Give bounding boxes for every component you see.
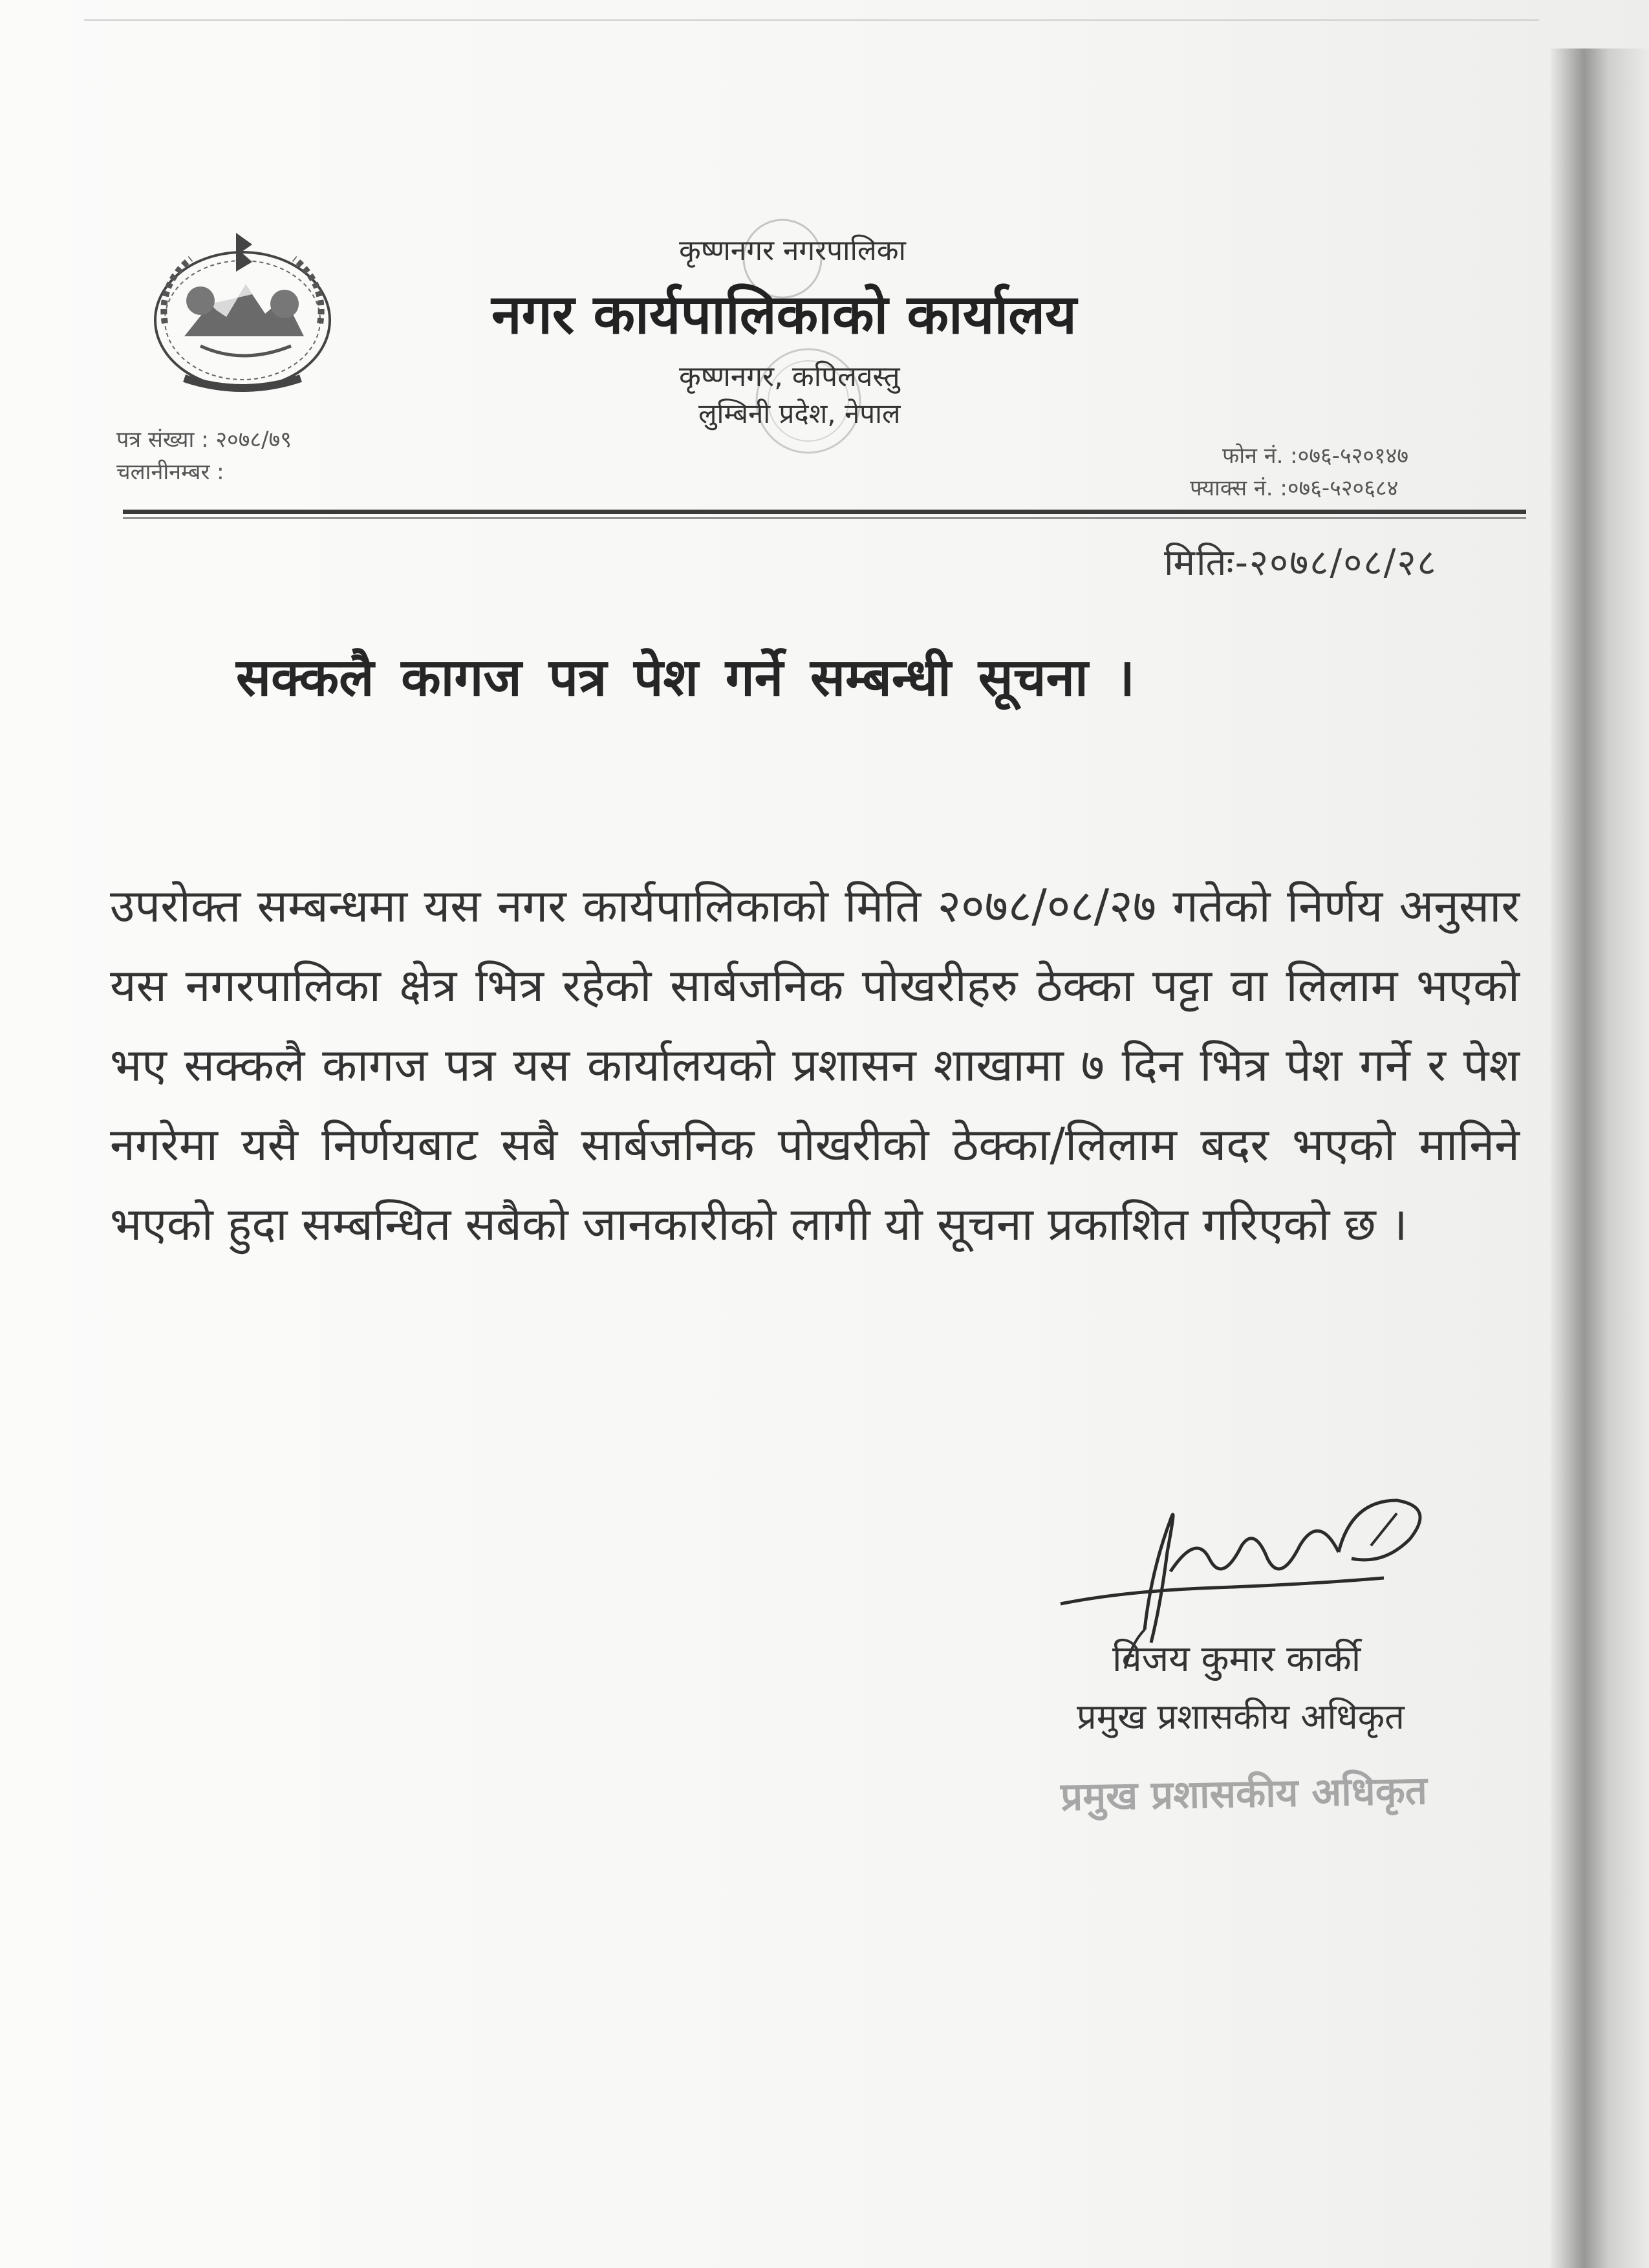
signatory-title: प्रमुख प्रशासकीय अधिकृत — [1077, 1696, 1405, 1737]
address-line-2: लुम्बिनी प्रदेश, नेपाल — [698, 398, 901, 429]
address-line-1: कृष्णनगर, कपिलवस्तु — [679, 360, 900, 393]
notice-date: मितिः-२०७८/०८/२८ — [1164, 542, 1438, 584]
reference-number: पत्र संख्या : २०७८/७९ — [116, 427, 292, 453]
designation-stamp: प्रमुख प्रशासकीय अधिकृत — [1060, 1768, 1428, 1820]
nepal-emblem-icon — [139, 207, 346, 401]
phone-number: फोन नं. :०७६-५२०१४७ — [1222, 443, 1409, 469]
notice-title: सक्कलै कागज पत्र पेश गर्ने सम्बन्धी सूचना । — [236, 647, 1135, 707]
signatory-name: विजय कुमार कार्की — [1112, 1638, 1361, 1680]
office-title: नगर कार्यपालिकाको कार्यालय — [491, 283, 1077, 346]
notice-body: उपरोक्त सम्बन्धमा यस नगर कार्यपालिकाको मिति २०७८/०८/२७ गतेको निर्णय अनुसार यस नगरपालिका क्षेत्र भित्र रहेको सार्बजनिक पोखरीहरु ठेक्का पट्टा वा लिलाम भएको भए सक्कलै कागज पत्र यस कार्यालयको प्रशासन शाखामा ७ दिन भित्र पेश गर्ने र पेश नगरेमा यसै निर्णयबाट सबै सार्बजनिक पोखरीको ठेक्का/लिलाम बदर भएको मानिने भएको हुदा सम्बन्धित सबैको जानकारीको लागी यो सूचना प्रकाशित गरिएको छ । — [110, 880, 1520, 1251]
scan-edge-line — [84, 19, 1539, 21]
header-divider — [123, 510, 1526, 514]
municipality-name: कृष्णनगर नगरपालिका — [679, 234, 906, 267]
fax-number: फ्याक्स नं. :०७६-५२०६८४ — [1190, 475, 1399, 501]
header-divider-thin — [123, 517, 1526, 519]
dispatch-number: चलानीनम्बर : — [116, 459, 224, 485]
scan-shadow — [1549, 49, 1649, 2268]
